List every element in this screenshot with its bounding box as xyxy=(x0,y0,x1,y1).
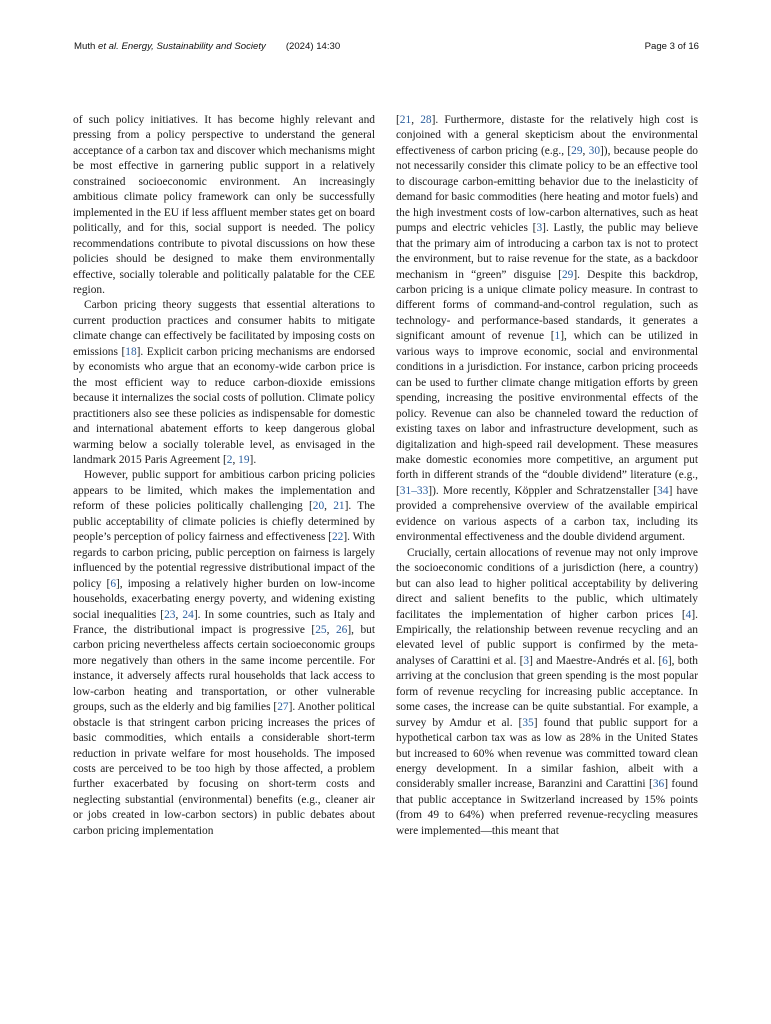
paragraph-text: ]. Another political obstacle is that stringent carbon pricing increases the prices of basic commodities, which entails a considerable short-term reduction in private welfare for most households. The imposed costs are perceived to be too high by those affected, a problem further exacerbated by focusing on short-term costs and neglecting substantial (environmental) benefits (e.g., cleaner air or jobs created in low-carbon sectors) in public debates about carbon pricing implementation xyxy=(73,701,376,837)
citation-link[interactable]: 24 xyxy=(182,608,194,621)
citation-link[interactable]: 3 xyxy=(523,654,530,667)
citation-link[interactable]: 21 xyxy=(399,114,412,126)
paragraph-text: , xyxy=(411,114,421,126)
header-year: (2024) 14:30 xyxy=(285,41,341,52)
paragraph-text: ]. Explicit carbon pricing mechanisms are endorsed by economists who argue that an economy-wide carbon price is the most efficient way to reduce carbon-dioxide emissions because it internalizes the social costs of pollution. Climate policy practitioners also see these policies as indispensable for domestic and international abatement efforts to keep dangerous global warming below a socially tolerable level, as envisaged in the landmark 2015 Paris Agreement [ xyxy=(73,345,375,466)
paragraph-text: of such policy initiatives. It has become highly relevant and pressing from a policy perspective to understand the general acceptance of a carbon tax and discover which mechanisms might be most effective in garnering public support in a relatively constrained socioeconomic environment. An increasingly ambitious climate policy framework can only be successfully implemented in the EU if less affluent member states get on board politically, and for this, social support is needed. The policy recommendations contribute to pivotal discussions on how these policies should be designed to make them environmentally effective, socially tolerable and politically palatable for the CEE region. xyxy=(73,114,375,296)
body-paragraph xyxy=(396,113,698,546)
citation-link[interactable]: 18 xyxy=(125,345,137,358)
paragraph-text: ] found that public acceptance in Switzerland increased by 15% points (from 49 to 64%) when preferred revenue-recycling measures were implemented—this meant that xyxy=(396,778,698,837)
paragraph-text: ], but carbon pricing nevertheless affects certain socioeconomic groups more negatively than others in the same income percentile. For instance, it adversely affects rural households that lack access to low-carbon heating and transportation, or other vulnerable groups, such as the elderly and big families [ xyxy=(73,623,376,714)
citation-link[interactable]: 36 xyxy=(652,778,665,791)
header-journal: et al. Energy, Sustainability and Society xyxy=(98,41,266,52)
citation-link[interactable]: 35 xyxy=(522,716,534,729)
citation-link[interactable]: 34 xyxy=(657,484,669,497)
citation-link[interactable]: 26 xyxy=(335,623,348,636)
body-paragraph xyxy=(73,113,375,298)
citation-link[interactable]: 2 xyxy=(226,453,233,466)
citation-link[interactable]: 19 xyxy=(238,453,250,466)
body-paragraph xyxy=(396,546,698,840)
paragraph-text: Crucially, certain allocations of revenue may not only improve the socioeconomic conditions of a jurisdiction (here, a country) but can also lead to higher political acceptability by delivering direct and salient benefits to the public, which ultimately facilitates the implementation of higher carbon prices [ xyxy=(396,546,698,621)
paragraph-text: However, public support for ambitious carbon pricing policies appears to be limited, which makes the implementation and reform of these policies politically challenging [ xyxy=(73,469,375,513)
paragraph-text: ]. In some countries, such as Italy and France, the distributional impact is progressive [ xyxy=(73,608,375,636)
paragraph-text: ]), because people do not necessarily consider this climate policy to be an effective tool to discourage carbon-emitting behavior due to the inelasticity of demand for basic commodities (here heating and motor fuels) and the high investment costs of low-carbon alternatives, such as heat pumps and electric vehicles [ xyxy=(396,144,698,235)
citation-link[interactable]: 29 xyxy=(571,144,583,157)
running-header xyxy=(74,41,340,52)
paragraph-text: Carbon pricing theory suggests that essential alterations to current production practices and consumer habits to mitigate climate change can effectively be facilitated by imposing costs on emissions [ xyxy=(73,299,375,358)
paragraph-text: , xyxy=(324,500,334,513)
paragraph-text: ]. xyxy=(249,453,257,466)
paragraph-text: ]. With regards to carbon pricing, public perception on fairness is largely influenced by the potential regressive distributional impact of the policy [ xyxy=(73,531,375,590)
paragraph-text: ], imposing a relatively higher burden on low-income households, exacerbating energy poverty, and widening existing social inequalities [ xyxy=(73,577,375,621)
paragraph-text: ]. Empirically, the relationship between revenue recycling and an elevated level of public support is confirmed by the meta-analyses of Carattini et al. [ xyxy=(396,608,698,667)
page-number: Page 3 of 16 xyxy=(644,41,699,52)
citation-link[interactable]: 6 xyxy=(662,654,668,667)
paragraph-text: [ xyxy=(396,114,400,126)
citation-link[interactable]: 4 xyxy=(685,608,692,621)
paragraph-text: ]. The public acceptability of climate policies is chiefly determined by people’s perception of policy fairness and effectiveness [ xyxy=(73,500,375,544)
paragraph-text: ]. Despite this backdrop, carbon pricing is a unique climate policy measure. In contrast to different forms of command-and-control regulation, such as technology- and performance-based standards, it generates a significant amount of revenue [ xyxy=(396,268,698,343)
citation-link[interactable]: 29 xyxy=(561,268,574,281)
paragraph-text: ], both arriving at the conclusion that green spending is the most popular form of revenue recycling for increasing public acceptance. In some cases, the increase can be quite substantial. For example, a survey by Amdur et al. [ xyxy=(396,654,698,729)
paragraph-text: , xyxy=(582,144,589,157)
citation-link[interactable]: 31–33 xyxy=(399,484,429,497)
paragraph-text: , xyxy=(326,623,336,636)
paragraph-text: ] and Maestre-Andrés et al. [ xyxy=(529,654,663,667)
left-column xyxy=(73,113,375,839)
paragraph-text: ]. Furthermore, distaste for the relatively high cost is conjoined with a general skepticism about the environmental effectiveness of carbon pricing (e.g., [ xyxy=(396,114,698,157)
citation-link[interactable]: 21 xyxy=(333,500,345,513)
citation-link[interactable]: 20 xyxy=(312,500,325,513)
citation-link[interactable]: 6 xyxy=(110,577,117,590)
citation-link[interactable]: 1 xyxy=(554,330,561,343)
paragraph-text: ], which can be utilized in various ways to improve economic, social and environmental conditions in a jurisdiction. For instance, carbon pricing proceeds can be used to further climate change mitigation efforts by green spending, increasing the positive environmental effects of the policy. Revenue can also be channeled toward the reduction of existing taxes on labor and infrastructure development, such as digitalization and high-speed rail development. These measures make domestic economies more competitive, an argument put forth in different strands of the “double dividend” literature (e.g., [ xyxy=(396,330,699,497)
citation-link[interactable]: 3 xyxy=(536,222,543,235)
paragraph-text: ]). More recently, Köppler and Schratzenstaller [ xyxy=(428,484,658,497)
body-paragraph xyxy=(73,468,375,839)
header-author: Muth xyxy=(74,41,98,52)
citation-link[interactable]: 25 xyxy=(315,623,327,636)
citation-link[interactable]: 22 xyxy=(331,531,344,544)
paragraph-text: ]. Lastly, the public may believe that the primary aim of introducing a carbon tax is not to protect the environment, but to raise revenue for the state, as a backdoor mechanism in “green” disguise [ xyxy=(396,222,699,281)
citation-link[interactable]: 30 xyxy=(588,144,601,157)
body-paragraph xyxy=(73,298,375,468)
paragraph-text: , xyxy=(232,453,239,466)
citation-link[interactable]: 28 xyxy=(420,114,432,126)
paragraph-text: ] found that public support for a hypothetical carbon tax was as low as 28% in the United States but increased to 60% when revenue was committed toward clean energy development. In a similar fashion, albeit with a considerably smaller increase, Baranzini and Carattini [ xyxy=(396,716,698,791)
paragraph-text: ] have provided a comprehensive overview of the available empirical evidence on various aspects of a carbon tax, including its environmental effectiveness and the double dividend argument. xyxy=(396,484,698,544)
paragraph-text: , xyxy=(175,608,183,621)
citation-link[interactable]: 27 xyxy=(277,701,289,714)
right-column xyxy=(396,113,698,839)
citation-link[interactable]: 23 xyxy=(164,608,176,621)
